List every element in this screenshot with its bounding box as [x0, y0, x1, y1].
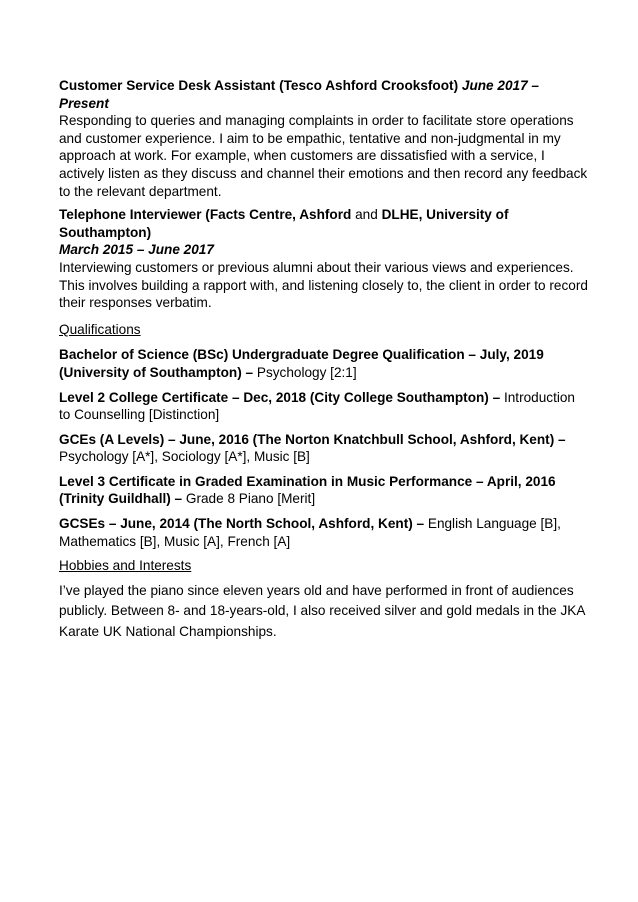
- qualification-item: [59, 431, 589, 466]
- job-header: [59, 77, 589, 112]
- qualification-detail: Introduction to Counselling [Distinction]: [59, 389, 575, 423]
- job-description: Interviewing customers or previous alumni about their various views and experiences. This involves building a rapport with, and listening closely to, the client in order to record their responses verbatim.: [59, 259, 588, 311]
- qualifications-heading: Qualifications: [59, 321, 141, 337]
- job-dates: March 2015 – June 2017: [59, 242, 214, 258]
- hobbies-text: I’ve played the piano since eleven years old and have performed in front of audiences publicly. Between 8- and 18-years-old, I also received silver and gold medals in the JKA Karate UK National Championships.: [59, 582, 585, 639]
- qualification-item: [59, 346, 589, 381]
- qualification-item: [59, 389, 589, 424]
- qualification-title: GCSEs – June, 2014 (The North School, Ashford, Kent) –: [59, 516, 425, 532]
- job-description: Responding to queries and managing complaints in order to facilitate store operations and customer experience. I aim to be empathic, tentative and non-judgmental in my approach at work. For example, when customers are dissatisfied with a service, I actively listen as they discuss and channel their emotions and then record any feedback to the relevant department.: [59, 113, 588, 199]
- cv-page: [59, 77, 589, 642]
- qualification-title: Level 2 College Certificate – Dec, 2018 (City College Southampton) –: [59, 389, 501, 405]
- qualification-detail: English Language [B], Mathematics [B], Music [A], French [A]: [59, 516, 561, 549]
- experience-entry-telephone-interviewer: [59, 206, 589, 312]
- job-header: [59, 206, 589, 241]
- job-title-part1: Telephone Interviewer (Facts Centre, Ashford: [59, 207, 352, 223]
- qualification-title: Bachelor of Science (BSc) Undergraduate Degree Qualification – July, 2019 (University of Southampton) –: [59, 347, 544, 380]
- hobbies-heading: Hobbies and Interests: [59, 558, 192, 574]
- qualification-detail: Psychology [A*], Sociology [A*], Music [B]: [59, 449, 310, 465]
- job-title: Customer Service Desk Assistant (Tesco Ashford Crooksfoot): [59, 78, 459, 93]
- qualification-detail: Psychology [2:1]: [256, 364, 357, 380]
- qualification-item: [59, 473, 589, 508]
- experience-entry-tesco: [59, 77, 589, 200]
- job-title-connector: and: [355, 207, 378, 223]
- job-title-part2: DLHE, University of Southampton): [59, 207, 509, 240]
- qualification-title: GCEs (A Levels) – June, 2016 (The Norton Knatchbull School, Ashford, Kent) –: [59, 431, 566, 447]
- qualification-item: [59, 515, 589, 550]
- qualification-detail: Grade 8 Piano [Merit]: [185, 491, 316, 507]
- job-dates: June 2017 – Present: [59, 78, 539, 111]
- qualification-title: Level 3 Certificate in Graded Examination in Music Performance – April, 2016 (Trinity Guildhall) –: [59, 473, 556, 507]
